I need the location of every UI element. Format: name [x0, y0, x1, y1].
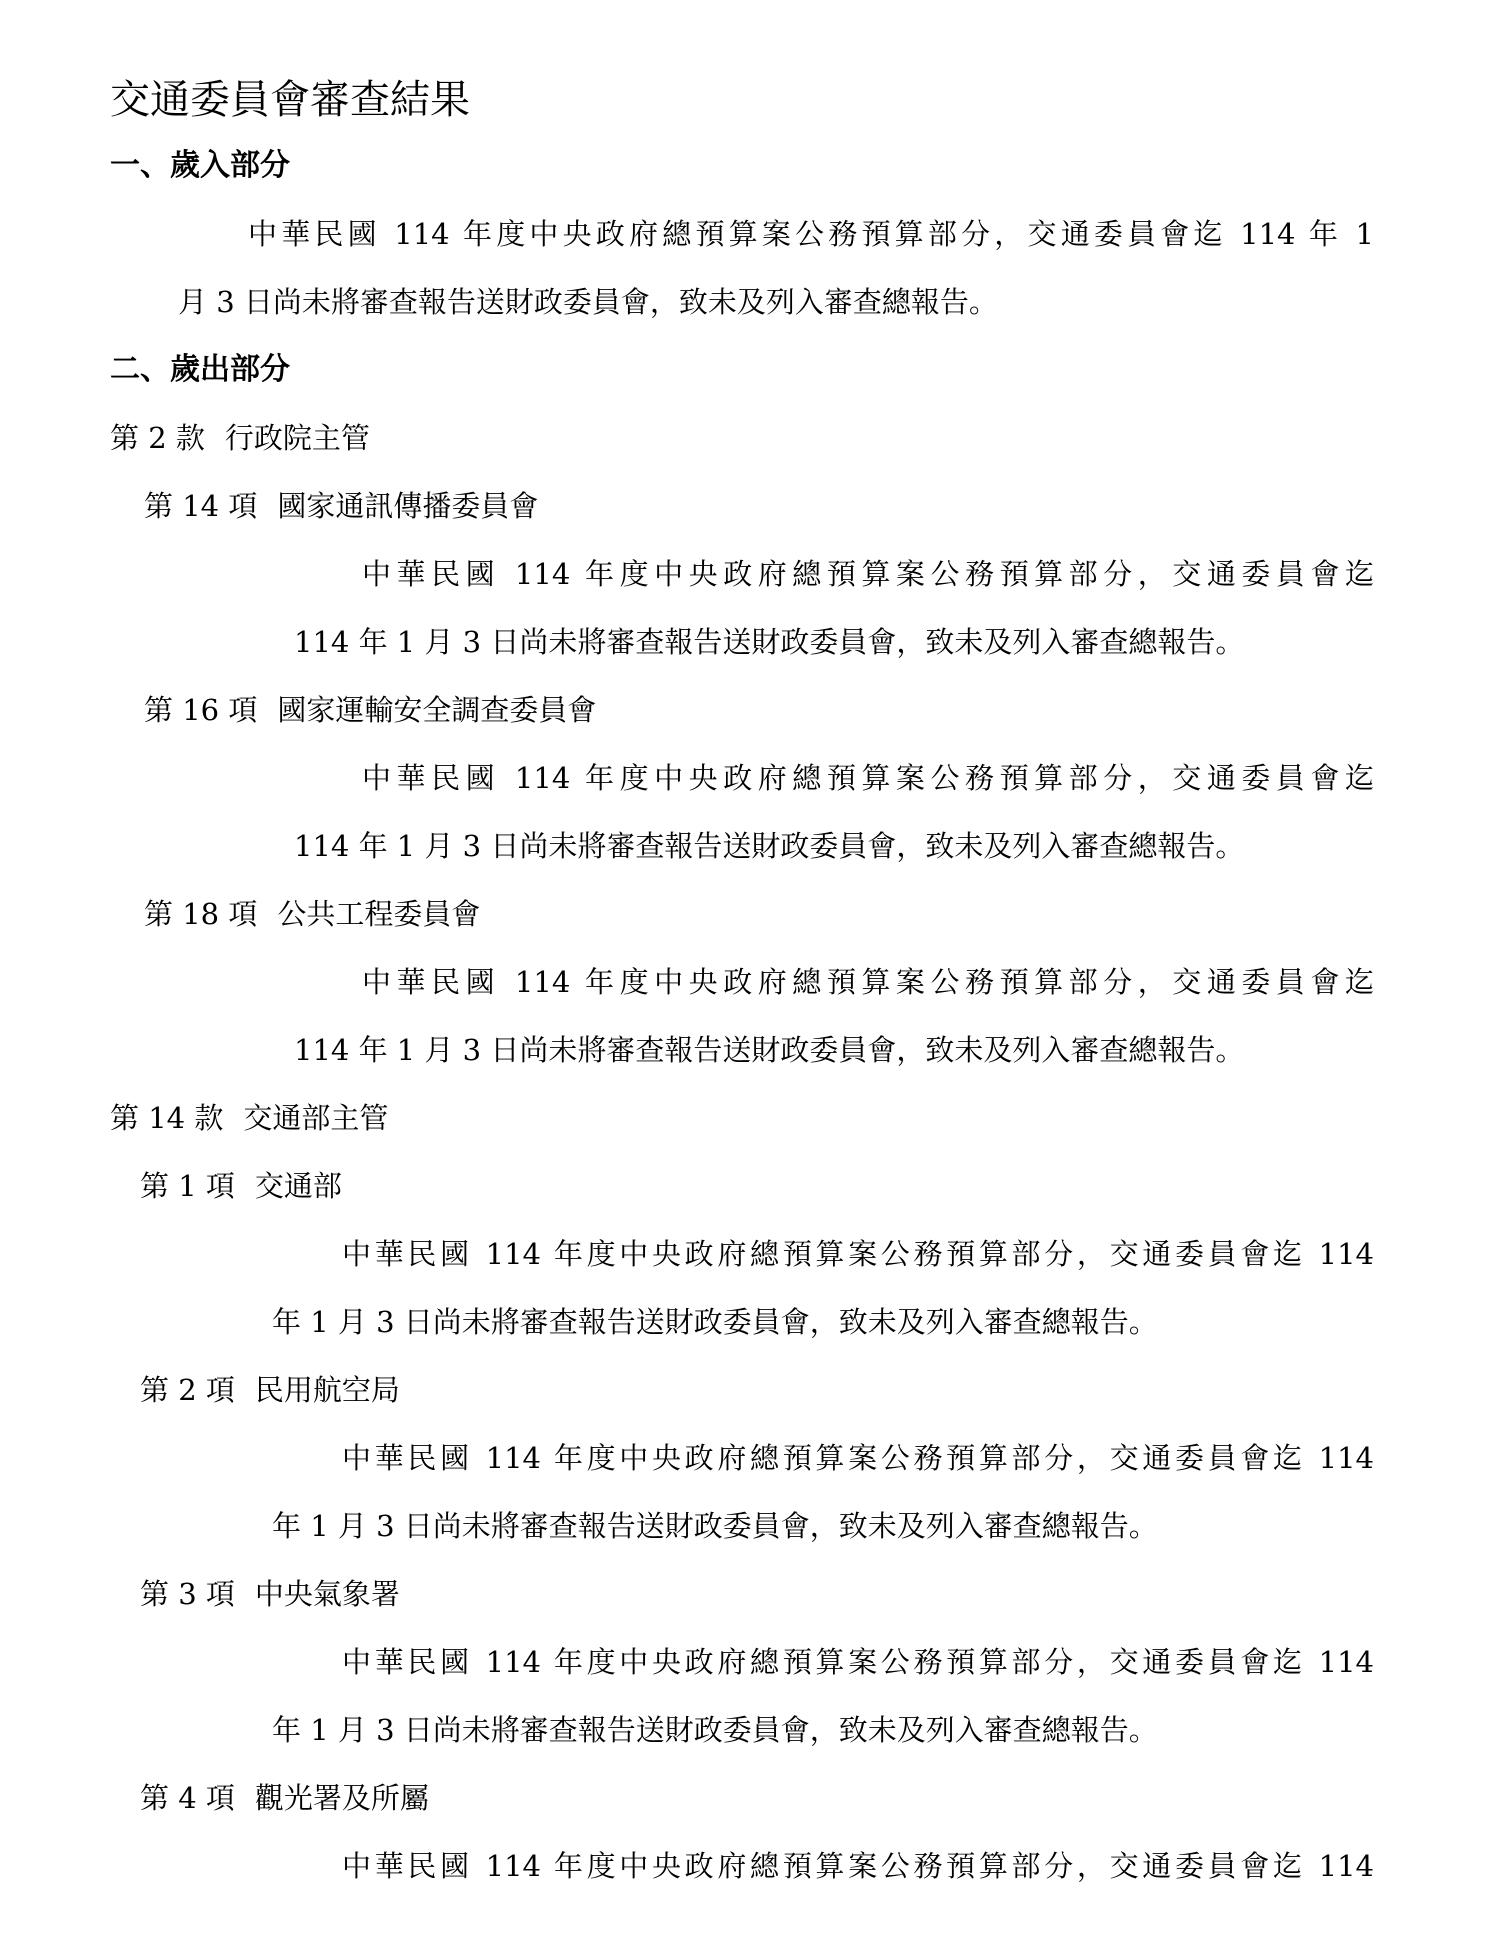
item-label: 第 2 項 — [140, 1373, 235, 1407]
item-name: 中央氣象署 — [254, 1577, 400, 1611]
item-heading — [144, 488, 538, 524]
section-name: 行政院主管 — [224, 421, 370, 455]
item-label: 第 3 項 — [140, 1577, 235, 1611]
item-name: 國家運輸安全調查委員會 — [277, 693, 597, 727]
revenue-heading: 一、歲入部分 — [110, 148, 290, 183]
item-heading — [144, 896, 480, 932]
item-paragraph-line1: 中華民國 114 年度中央政府總預算案公務預算部分，交通委員會迄 114 — [342, 1441, 1374, 1475]
item-name: 公共工程委員會 — [277, 897, 481, 931]
section-label: 第 14 款 — [110, 1101, 224, 1135]
item-label: 第 1 項 — [140, 1169, 235, 1203]
item-paragraph-line1: 中華民國 114 年度中央政府總預算案公務預算部分，交通委員會迄 114 — [342, 1645, 1374, 1679]
item-name: 觀光署及所屬 — [254, 1781, 429, 1815]
section-heading — [110, 420, 370, 456]
expenditure-heading: 二、歲出部分 — [110, 352, 290, 387]
item-label: 第 14 項 — [144, 489, 258, 523]
item-paragraph-line1: 中華民國 114 年度中央政府總預算案公務預算部分，交通委員會迄 114 — [342, 1237, 1374, 1271]
item-paragraph-line1: 中華民國 114 年度中央政府總預算案公務預算部分，交通委員會迄 — [362, 557, 1374, 591]
item-heading — [140, 1780, 429, 1816]
item-heading — [140, 1168, 342, 1204]
item-name: 交通部 — [254, 1169, 342, 1203]
section-heading — [110, 1100, 388, 1136]
item-paragraph-line2: 114 年 1 月 3 日尚未將審查報告送財政委員會，致未及列入審查總報告。 — [294, 829, 1245, 863]
item-heading — [140, 1372, 400, 1408]
item-paragraph-line1: 中華民國 114 年度中央政府總預算案公務預算部分，交通委員會迄 114 — [342, 1849, 1374, 1883]
item-label: 第 18 項 — [144, 897, 258, 931]
item-label: 第 16 項 — [144, 693, 258, 727]
section-name: 交通部主管 — [243, 1101, 389, 1135]
item-label: 第 4 項 — [140, 1781, 235, 1815]
item-paragraph-line1: 中華民國 114 年度中央政府總預算案公務預算部分，交通委員會迄 — [362, 965, 1374, 999]
item-name: 民用航空局 — [254, 1373, 400, 1407]
item-paragraph-line2: 年 1 月 3 日尚未將審查報告送財政委員會，致未及列入審查總報告。 — [272, 1509, 1158, 1543]
item-paragraph-line2: 114 年 1 月 3 日尚未將審查報告送財政委員會，致未及列入審查總報告。 — [294, 625, 1245, 659]
page-title: 交通委員會審查結果 — [110, 77, 470, 123]
item-paragraph-line2: 年 1 月 3 日尚未將審查報告送財政委員會，致未及列入審查總報告。 — [272, 1713, 1158, 1747]
item-heading — [144, 692, 596, 728]
revenue-paragraph-line1: 中華民國 114 年度中央政府總預算案公務預算部分，交通委員會迄 114 年 1 — [248, 217, 1374, 251]
section-label: 第 2 款 — [110, 421, 205, 455]
item-paragraph-line1: 中華民國 114 年度中央政府總預算案公務預算部分，交通委員會迄 — [362, 761, 1374, 795]
item-name: 國家通訊傳播委員會 — [277, 489, 539, 523]
item-paragraph-line2: 年 1 月 3 日尚未將審查報告送財政委員會，致未及列入審查總報告。 — [272, 1305, 1158, 1339]
item-paragraph-line2: 114 年 1 月 3 日尚未將審查報告送財政委員會，致未及列入審查總報告。 — [294, 1033, 1245, 1067]
item-heading — [140, 1576, 400, 1612]
revenue-paragraph-line2: 月 3 日尚未將審查報告送財政委員會，致未及列入審查總報告。 — [178, 285, 998, 319]
